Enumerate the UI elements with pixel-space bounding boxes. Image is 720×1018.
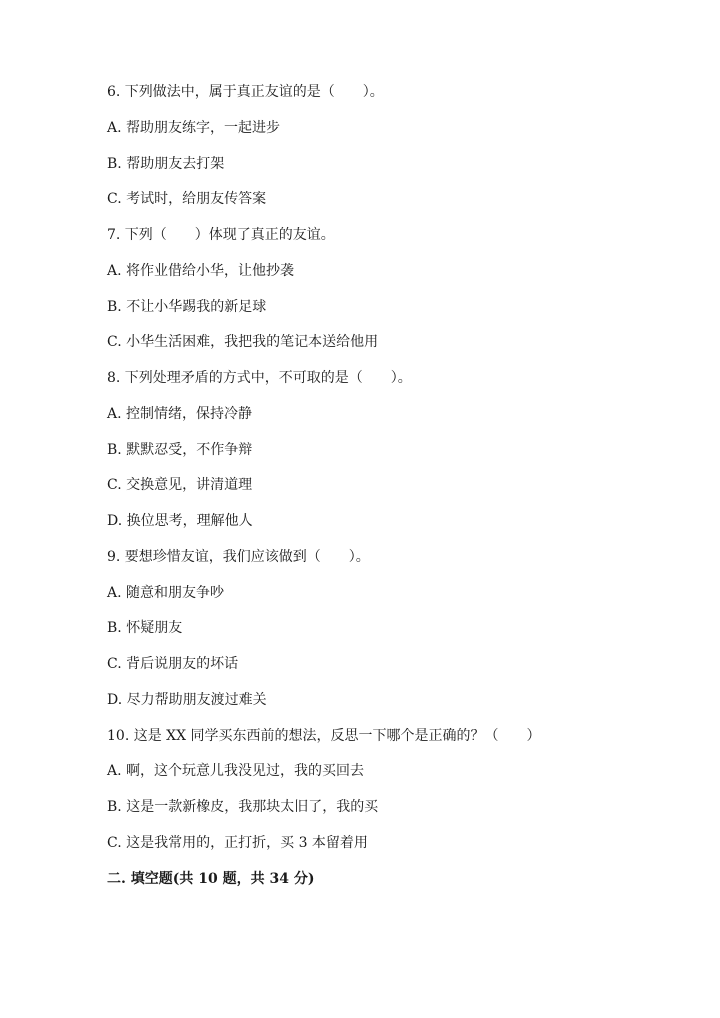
option-10b: B. 这是一款新橡皮，我那块太旧了，我的买 bbox=[107, 799, 379, 815]
question-8: 8. 下列处理矛盾的方式中，不可取的是（ ）。 bbox=[107, 370, 412, 386]
option-9c: C. 背后说朋友的坏话 bbox=[107, 656, 239, 672]
option-8a: A. 控制情绪，保持冷静 bbox=[107, 405, 253, 422]
question-10: 10. 这是 XX 同学买东西前的想法，反思一下哪个是正确的？（ ） bbox=[107, 727, 541, 744]
section-heading: 二. 填空题(共 10 题，共 34 分) bbox=[107, 870, 315, 887]
question-9: 9. 要想珍惜友谊，我们应该做到（ ）。 bbox=[107, 548, 370, 565]
option-7a: A. 将作业借给小华，让他抄袭 bbox=[107, 262, 295, 279]
option-10a: A. 啊，这个玩意儿我没见过，我的买回去 bbox=[107, 763, 365, 780]
option-9d: D. 尽力帮助朋友渡过难关 bbox=[107, 691, 267, 708]
question-7: 7. 下列（ ）体现了真正的友谊。 bbox=[107, 227, 335, 243]
option-8c: C. 交换意见，讲清道理 bbox=[107, 477, 253, 494]
option-10c: C. 这是我常用的，正打折，买 3 本留着用 bbox=[107, 834, 368, 851]
option-6a: A. 帮助朋友练字，一起进步 bbox=[107, 119, 281, 136]
option-8b: B. 默默忍受，不作争辩 bbox=[107, 441, 253, 458]
option-7c: C. 小华生活困难，我把我的笔记本送给他用 bbox=[107, 334, 379, 351]
option-9a: A. 随意和朋友争吵 bbox=[107, 584, 225, 601]
option-7b: B. 不让小华踢我的新足球 bbox=[107, 298, 267, 315]
question-list bbox=[107, 83, 697, 905]
option-9b: B. 怀疑朋友 bbox=[107, 620, 183, 637]
option-6b: B. 帮助朋友去打架 bbox=[107, 155, 225, 172]
option-6c: C. 考试时，给朋友传答案 bbox=[107, 191, 267, 208]
question-6: 6. 下列做法中，属于真正友谊的是（ ）。 bbox=[107, 84, 384, 100]
option-8d: D. 换位思考，理解他人 bbox=[107, 513, 253, 529]
